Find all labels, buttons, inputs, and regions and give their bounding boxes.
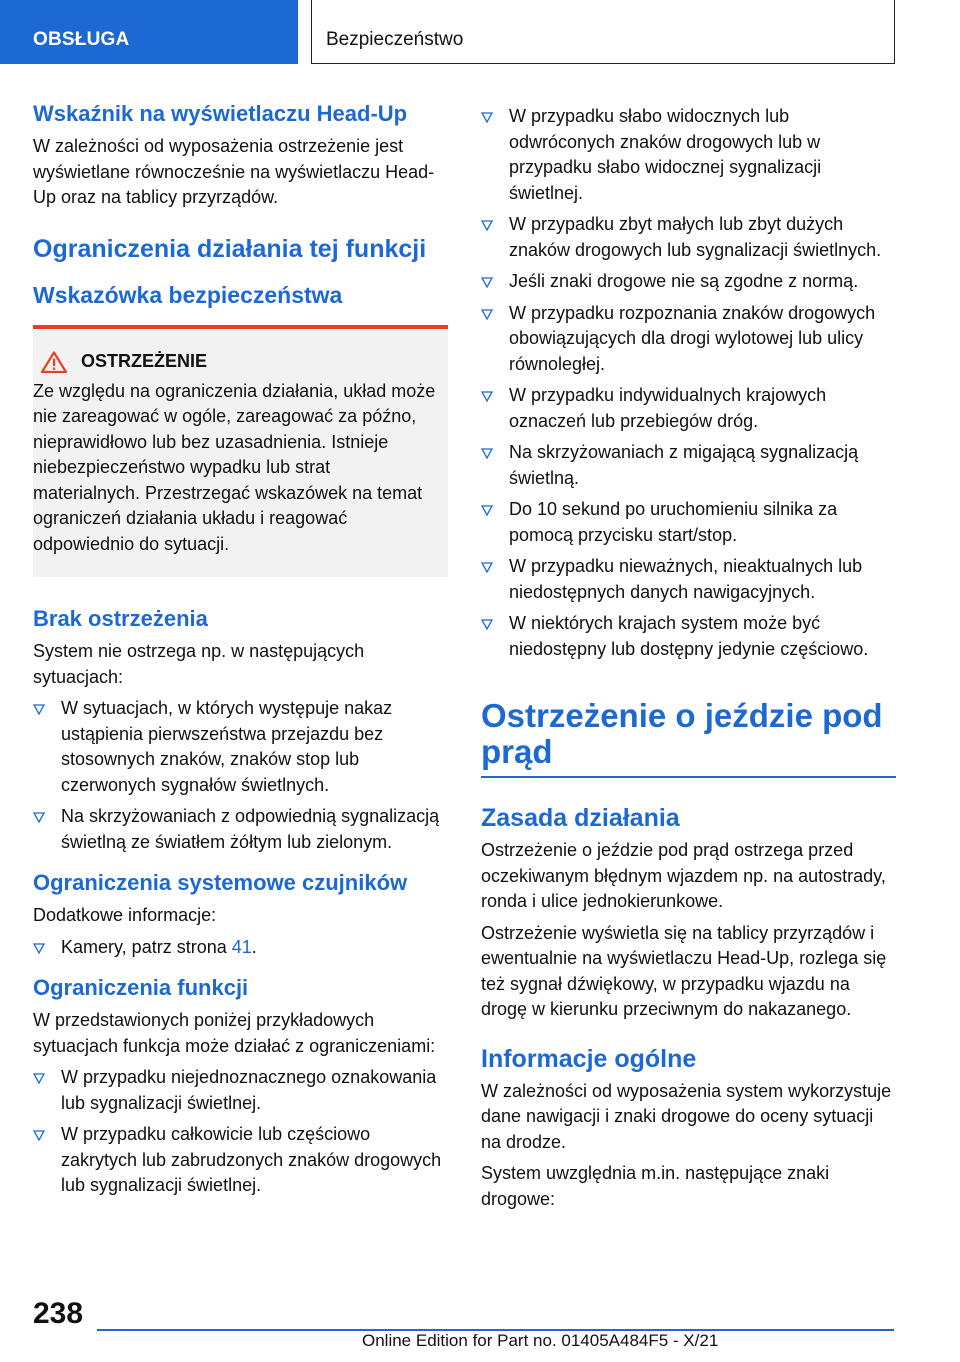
list-item: Jeśli znaki drogowe nie są zgodne z normą. — [481, 269, 896, 295]
triangle-bullet-icon — [481, 308, 493, 320]
list-item: W przypadku zbyt małych lub zbyt dużych znaków drogowych lub sygnalizacji świetlnych. — [481, 212, 896, 263]
triangle-bullet-icon — [33, 1129, 45, 1141]
no-warning-list — [33, 696, 448, 855]
list-item: W przypadku indywidualnych krajowych oznaczeń lub przebiegów dróg. — [481, 383, 896, 434]
general-p2: System uwzględnia m.in. następujące znaki drogowe: — [481, 1163, 830, 1209]
list-item: W przypadku nieważnych, nieaktualnych lub niedostępnych danych nawigacyjnych. — [481, 554, 896, 605]
list-item: W niektórych krajach system może być niedostępny lub dostępny jedynie częściowo. — [481, 611, 896, 662]
list-item: W przypadku całkowicie lub częściowo zakrytych lub zabrudzonych znaków drogowych lub sygnalizacji świetlnej. — [33, 1122, 448, 1199]
triangle-bullet-icon — [33, 942, 45, 954]
right-column — [481, 100, 896, 1218]
page-link[interactable]: 41 — [231, 936, 252, 957]
principle-p2: Ostrzeżenie wyświetla się na tablicy przyrządów i ewentualnie na wyświetlaczu Head-Up, rozlega się też sygnał dźwiękowy, w przypadku wjazdu na drogę w kierunku przeciwnym do nakazanego. — [481, 922, 887, 1019]
principle-p1: Ostrzeżenie o jeździe pod prąd ostrzega przed oczekiwanym błędnym wjazdem np. na autostrady, ronda i ulice jednokierunkowe. — [481, 840, 886, 911]
list-item: Na skrzyżowaniach z migającą sygnalizacją świetlną. — [481, 440, 896, 491]
triangle-bullet-icon — [481, 447, 493, 459]
sensor-text: Dodatkowe informacje: — [33, 905, 217, 925]
triangle-bullet-icon — [33, 811, 45, 823]
warning-triangle-icon — [41, 351, 67, 373]
no-warning-title: Brak ostrzeżenia — [33, 606, 208, 631]
limitations-list — [481, 104, 896, 662]
func-title: Ograniczenia funkcji — [33, 975, 249, 1000]
triangle-bullet-icon — [481, 276, 493, 288]
safety-title: Wskazówka bezpieczeństwa — [33, 281, 343, 308]
triangle-bullet-icon — [481, 618, 493, 630]
headup-title: Wskaźnik na wyświetlaczu Head-Up — [33, 101, 408, 126]
sensor-list — [33, 935, 448, 961]
general-p1: W zależności od wyposażenia system wykorzystuje dane nawigacji i znaki drogowe do oceny sytuacji na drodze. — [481, 1080, 892, 1152]
edition-text: Online Edition for Part no. 01405A484F5 - X/21 — [362, 1331, 719, 1350]
triangle-bullet-icon — [33, 1072, 45, 1084]
page-number: 238 — [33, 1297, 84, 1330]
left-column — [33, 100, 448, 1213]
wrongway-title: Ostrzeżenie o jeździe pod prąd — [481, 698, 896, 778]
headup-text: W zależności od wyposażenia ostrzeżenie jest wyświetlane równocześnie na wyświetlaczu Head-Up oraz na tablicy przyrządów. — [33, 136, 435, 207]
general-title: Informacje ogólne — [481, 1044, 697, 1073]
list-item: W przypadku niejednoznacznego oznakowania lub sygnalizacji świetlnej. — [33, 1065, 448, 1116]
list-item: Do 10 sekund po uruchomieniu silnika za pomocą przycisku start/stop. — [481, 497, 896, 548]
warning-label: OSTRZEŻENIE — [81, 351, 208, 371]
triangle-bullet-icon — [481, 561, 493, 573]
triangle-bullet-icon — [481, 390, 493, 402]
list-item: W przypadku słabo widocznych lub odwróconych znaków drogowych lub w przypadku słabo widocznej sygnalizacji świetlnej. — [481, 104, 896, 206]
no-warning-text: System nie ostrzega np. w następujących sytuacjach: — [33, 641, 365, 687]
triangle-bullet-icon — [33, 703, 45, 715]
func-list — [33, 1065, 448, 1199]
list-item: W sytuacjach, w których występuje nakaz ustąpienia pierwszeństwa przejazdu bez stosownych znaków, znaków stop lub czerwonych sygnałów świetlnych. — [33, 696, 448, 798]
sensor-title: Ograniczenia systemowe czujników — [33, 870, 408, 895]
limits-title: Ograniczenia działania tej funkcji — [33, 234, 427, 263]
section-tab: OBSŁUGA — [0, 0, 298, 64]
triangle-bullet-icon — [481, 219, 493, 231]
list-item: Na skrzyżowaniach z odpowiednią sygnalizacją świetlną ze światłem żółtym lub zielonym. — [33, 804, 448, 855]
triangle-bullet-icon — [481, 504, 493, 516]
warning-text: Ze względu na ograniczenia działania, układ może nie zareagować w ogóle, zareagować za późno, nieprawidłowo lub bez uzasadnienia. Istnieje niebezpieczeństwo wypadku lub strat materialnych. Przestrzegać wskazówek na temat ograniczeń działania układu i reagować odpowiednio do sytuacji. — [33, 380, 436, 554]
warning-box — [33, 325, 448, 578]
list-item: Kamery, patrz strona 41. — [33, 935, 448, 961]
warning-heading — [33, 351, 436, 373]
principle-title: Zasada działania — [481, 804, 680, 832]
triangle-bullet-icon — [481, 111, 493, 123]
page-header — [0, 0, 960, 66]
list-item: W przypadku rozpoznania znaków drogowych obowiązujących dla drogi wylotowej lub ulicy równoległej. — [481, 301, 896, 378]
func-text: W przedstawionych poniżej przykładowych sytuacjach funkcja może działać z ograniczeniami: — [33, 1010, 436, 1056]
chapter-tab: Bezpieczeństwo — [311, 0, 895, 64]
